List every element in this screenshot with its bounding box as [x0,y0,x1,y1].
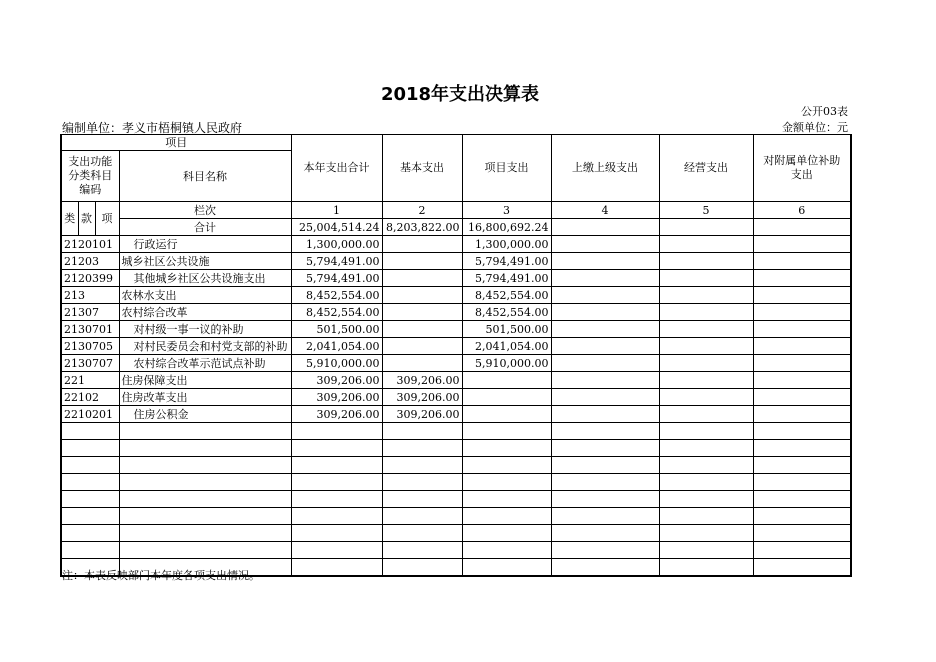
row-business [659,338,753,355]
empty-cell [753,423,851,440]
row-business [659,304,753,321]
row-total: 5,910,000.00 [291,355,382,372]
row-upper [551,338,659,355]
empty-cell [462,423,551,440]
header-row-1 [61,135,851,151]
row-basic: 309,206.00 [382,389,462,406]
row-subject-name: 农村综合改革示范试点补助 [119,355,291,372]
empty-cell [462,491,551,508]
empty-cell [291,440,382,457]
row-basic: 309,206.00 [382,406,462,423]
empty-cell [551,525,659,542]
empty-cell [551,491,659,508]
row-business [659,389,753,406]
table-row [61,372,851,389]
empty-row [61,474,851,491]
empty-cell [659,559,753,577]
col-number-6: 6 [753,202,851,219]
row-subsidy [753,372,851,389]
empty-cell [382,457,462,474]
empty-cell [753,474,851,491]
table-row [61,389,851,406]
row-code: 213 [61,287,119,304]
empty-cell [61,491,119,508]
row-code: 2130707 [61,355,119,372]
total-amount: 25,004,514.24 [291,219,382,236]
total-basic: 8,203,822.00 [382,219,462,236]
row-subsidy [753,406,851,423]
header-row-3 [61,202,851,219]
total-label: 合计 [119,219,291,236]
row-subject-name: 农林水支出 [119,287,291,304]
row-subsidy [753,355,851,372]
empty-cell [551,474,659,491]
empty-cell [382,508,462,525]
row-basic [382,321,462,338]
empty-cell [61,508,119,525]
empty-row [61,542,851,559]
empty-cell [551,542,659,559]
project-header: 项目 [61,135,291,151]
table-row [61,253,851,270]
empty-cell [659,474,753,491]
empty-row [61,457,851,474]
empty-cell [753,457,851,474]
row-subject-name: 对村民委员会和村党支部的补助 [119,338,291,355]
empty-cell [291,508,382,525]
row-business [659,287,753,304]
empty-cell [291,474,382,491]
row-code: 2120101 [61,236,119,253]
empty-cell [291,423,382,440]
total-project: 16,800,692.24 [462,219,551,236]
col-header-total: 本年支出合计 [291,135,382,202]
row-total: 8,452,554.00 [291,287,382,304]
empty-cell [551,559,659,577]
row-subsidy [753,338,851,355]
empty-cell [119,525,291,542]
kuan-header: 款 [78,202,95,236]
empty-cell [291,559,382,577]
row-basic [382,338,462,355]
row-subject-name: 行政运行 [119,236,291,253]
row-project: 8,452,554.00 [462,287,551,304]
row-total: 5,794,491.00 [291,270,382,287]
empty-cell [119,542,291,559]
empty-row [61,440,851,457]
empty-cell [119,457,291,474]
row-total: 5,794,491.00 [291,253,382,270]
empty-cell [291,491,382,508]
row-total: 309,206.00 [291,406,382,423]
footnote: 注：本表反映部门本年度各项支出情况。 [62,569,260,582]
col-number-1: 1 [291,202,382,219]
empty-cell [551,423,659,440]
row-project: 5,794,491.00 [462,270,551,287]
row-total: 309,206.00 [291,372,382,389]
empty-cell [61,440,119,457]
row-upper [551,372,659,389]
empty-cell [659,525,753,542]
row-code: 22102 [61,389,119,406]
empty-cell [462,474,551,491]
empty-cell [462,508,551,525]
empty-cell [291,525,382,542]
col-header-business: 经营支出 [659,135,753,202]
row-upper [551,253,659,270]
empty-cell [659,423,753,440]
empty-cell [659,491,753,508]
col-header-project: 项目支出 [462,135,551,202]
empty-cell [61,457,119,474]
total-upper [551,219,659,236]
row-project: 2,041,054.00 [462,338,551,355]
row-business [659,253,753,270]
row-code: 21307 [61,304,119,321]
empty-cell [382,491,462,508]
table-row [61,304,851,321]
row-business [659,270,753,287]
row-subject-name: 住房保障支出 [119,372,291,389]
row-subject-name: 其他城乡社区公共设施支出 [119,270,291,287]
row-upper [551,270,659,287]
page-title: 2018年支出决算表 [380,84,540,105]
empty-cell [382,474,462,491]
row-code: 221 [61,372,119,389]
empty-cell [753,440,851,457]
form-code: 公开03表 [801,105,848,118]
empty-cell [61,474,119,491]
row-business [659,372,753,389]
table-row [61,287,851,304]
subject-name-header: 科目名称 [119,151,291,202]
row-total: 2,041,054.00 [291,338,382,355]
xiang-header: 项 [95,202,119,236]
table-row [61,270,851,287]
row-project: 8,452,554.00 [462,304,551,321]
row-subsidy [753,389,851,406]
col-header-upper: 上缴上级支出 [551,135,659,202]
empty-cell [551,508,659,525]
empty-row [61,508,851,525]
row-business [659,355,753,372]
empty-cell [61,423,119,440]
total-business [659,219,753,236]
row-upper [551,304,659,321]
empty-cell [382,423,462,440]
row-total: 1,300,000.00 [291,236,382,253]
row-business [659,406,753,423]
empty-cell [462,525,551,542]
empty-row [61,525,851,542]
row-subsidy [753,253,851,270]
table-row [61,338,851,355]
col-number-3: 3 [462,202,551,219]
empty-cell [659,440,753,457]
empty-cell [753,542,851,559]
row-subsidy [753,287,851,304]
empty-cell [753,491,851,508]
table-row [61,355,851,372]
row-project: 501,500.00 [462,321,551,338]
empty-cell [119,423,291,440]
row-code: 2130701 [61,321,119,338]
totals-row [61,219,851,236]
row-project: 5,910,000.00 [462,355,551,372]
row-basic [382,287,462,304]
col-number-5: 5 [659,202,753,219]
row-total: 309,206.00 [291,389,382,406]
empty-cell [462,559,551,577]
row-subject-name: 住房公积金 [119,406,291,423]
row-basic [382,270,462,287]
row-business [659,236,753,253]
compiling-unit: 编制单位：孝义市梧桐镇人民政府 [62,121,243,135]
row-upper [551,321,659,338]
row-subsidy [753,270,851,287]
row-subsidy [753,304,851,321]
row-subsidy [753,236,851,253]
table-row [61,406,851,423]
row-upper [551,406,659,423]
empty-cell [382,559,462,577]
empty-cell [659,542,753,559]
row-business [659,321,753,338]
row-code: 2210201 [61,406,119,423]
total-subsidy [753,219,851,236]
row-upper [551,355,659,372]
row-basic: 309,206.00 [382,372,462,389]
row-total: 501,500.00 [291,321,382,338]
col-number-2: 2 [382,202,462,219]
empty-cell [119,474,291,491]
empty-cell [753,525,851,542]
table-row [61,321,851,338]
row-basic [382,253,462,270]
col-header-basic: 基本支出 [382,135,462,202]
empty-cell [119,440,291,457]
row-basic [382,304,462,321]
empty-cell [119,508,291,525]
row-subject-name: 对村级一事一议的补助 [119,321,291,338]
empty-cell [382,525,462,542]
col-number-4: 4 [551,202,659,219]
row-code: 2120399 [61,270,119,287]
row-subsidy [753,321,851,338]
empty-cell [462,440,551,457]
row-basic [382,355,462,372]
row-upper [551,287,659,304]
row-subject-name: 农村综合改革 [119,304,291,321]
row-code: 21203 [61,253,119,270]
empty-cell [753,559,851,577]
row-subject-name: 城乡社区公共设施 [119,253,291,270]
empty-cell [119,491,291,508]
table-row [61,236,851,253]
amount-unit: 金额单位：元 [782,121,848,134]
row-code: 2130705 [61,338,119,355]
row-project [462,389,551,406]
empty-cell [462,542,551,559]
row-upper [551,236,659,253]
empty-row [61,423,851,440]
empty-row [61,491,851,508]
empty-cell [61,525,119,542]
row-project: 5,794,491.00 [462,253,551,270]
lei-header: 类 [61,202,78,236]
empty-cell [291,542,382,559]
empty-cell [753,508,851,525]
empty-cell [382,542,462,559]
empty-cell [61,542,119,559]
empty-cell [659,508,753,525]
func-code-header: 支出功能分类科目编码 [61,151,119,202]
empty-cell [291,457,382,474]
lanci-label: 栏次 [119,202,291,219]
row-basic [382,236,462,253]
row-project [462,372,551,389]
expenditure-table [60,134,852,577]
empty-cell [382,440,462,457]
row-total: 8,452,554.00 [291,304,382,321]
row-project [462,406,551,423]
empty-cell [551,440,659,457]
empty-cell [551,457,659,474]
row-subject-name: 住房改革支出 [119,389,291,406]
empty-cell [659,457,753,474]
col-header-subsidy: 对附属单位补助支出 [753,135,851,202]
row-project: 1,300,000.00 [462,236,551,253]
empty-cell [462,457,551,474]
row-upper [551,389,659,406]
